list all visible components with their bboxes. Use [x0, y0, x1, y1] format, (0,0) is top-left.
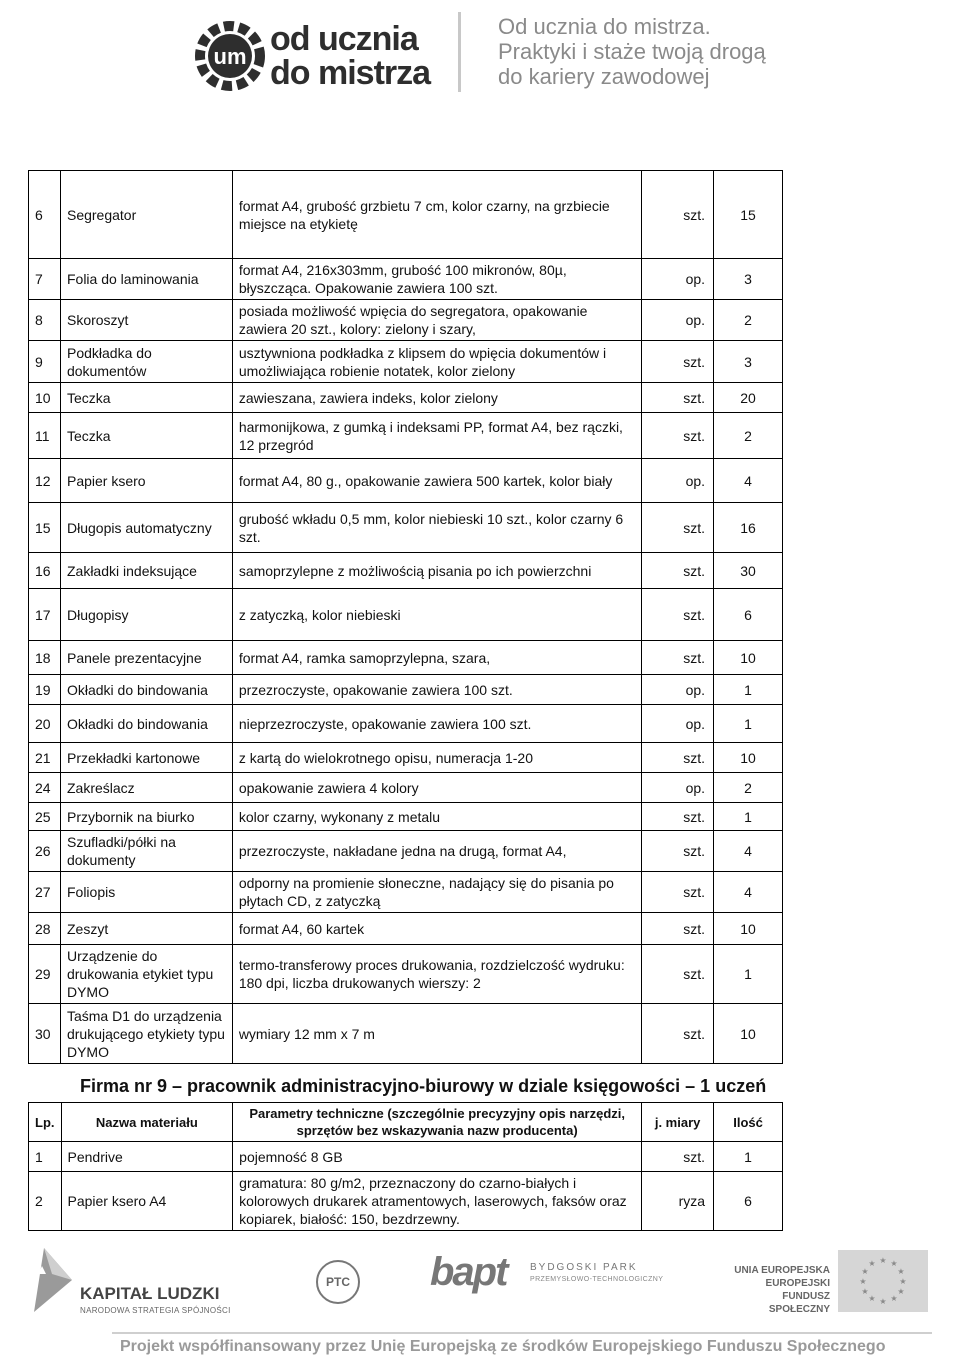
cell-params: format A4, 80 g., opakowanie zawiera 500 kartek, kolor biały: [232, 459, 641, 503]
cell-lp: 21: [29, 743, 61, 773]
cell-name: Podkładka do dokumentów: [60, 341, 232, 383]
table-row: [29, 553, 783, 589]
bpt-subtitle-2: PRZEMYSŁOWO-TECHNOLOGICZNY: [530, 1276, 664, 1283]
cell-qty: 4: [714, 872, 783, 913]
cell-qty: 2: [714, 773, 783, 803]
cell-params: usztywniona podkładka z klipsem do wpięcia dokumentów i umożliwiająca robienie notatek, kolor zielony: [232, 341, 641, 383]
cell-params: z zatyczką, kolor niebieski: [232, 589, 641, 641]
cell-qty: 1: [714, 1142, 783, 1172]
table-row: [29, 675, 783, 705]
cell-unit: szt.: [642, 743, 714, 773]
cell-unit: szt.: [642, 641, 714, 675]
cell-qty: 2: [714, 413, 783, 459]
table-row: [29, 459, 783, 503]
cell-params: nieprzezroczyste, opakowanie zawiera 100 szt.: [232, 705, 641, 743]
cell-lp: 24: [29, 773, 61, 803]
cell-unit: szt.: [642, 945, 714, 1004]
cell-unit: szt.: [642, 171, 714, 259]
cell-qty: 2: [714, 300, 783, 341]
cell-params: grubość wkładu 0,5 mm, kolor niebieski 10 szt., kolor czarny 6 szt.: [232, 503, 641, 553]
svg-text:★: ★: [859, 1277, 867, 1286]
cell-name: Długopis automatyczny: [60, 503, 232, 553]
cell-qty: 20: [714, 383, 783, 413]
cell-name: Papier ksero A4: [61, 1172, 233, 1231]
cell-qty: 3: [714, 341, 783, 383]
cell-qty: 15: [714, 171, 783, 259]
header-name: Nazwa materiału: [61, 1103, 233, 1142]
cell-name: Teczka: [60, 413, 232, 459]
table-row: [29, 773, 783, 803]
cell-lp: 16: [29, 553, 61, 589]
cell-unit: szt.: [642, 589, 714, 641]
cell-qty: 10: [714, 913, 783, 945]
table-row: [29, 641, 783, 675]
tagline: [498, 14, 766, 89]
table-row: [29, 913, 783, 945]
cell-lp: 30: [29, 1004, 61, 1064]
cell-qty: 10: [714, 743, 783, 773]
materials-table: [28, 170, 783, 1064]
svg-text:um: um: [213, 44, 247, 69]
header-lp: Lp.: [29, 1103, 62, 1142]
cell-params: z kartą do wielokrotnego opisu, numeracja 1-20: [232, 743, 641, 773]
cell-params: wymiary 12 mm x 7 m: [232, 1004, 641, 1064]
cell-name: Segregator: [60, 171, 232, 259]
cell-lp: 26: [29, 831, 61, 872]
table-header-row: [29, 1103, 783, 1142]
cell-name: Pendrive: [61, 1142, 233, 1172]
cell-name: Folia do laminowania: [60, 259, 232, 300]
cell-params: samoprzylepne z możliwością pisania po ich powierzchni: [232, 553, 641, 589]
cell-qty: 3: [714, 259, 783, 300]
cell-qty: 30: [714, 553, 783, 589]
cell-params: termo-transferowy proces drukowania, rozdzielczość wydruku: 180 dpi, liczba drukowanych wierszy: 2: [232, 945, 641, 1004]
cell-lp: 29: [29, 945, 61, 1004]
cell-lp: 19: [29, 675, 61, 705]
cell-qty: 10: [714, 1004, 783, 1064]
cell-lp: 28: [29, 913, 61, 945]
cell-unit: op.: [642, 705, 714, 743]
cell-lp: 1: [29, 1142, 62, 1172]
cell-unit: szt.: [642, 872, 714, 913]
kapital-ludzki-subtitle: NARODOWA STRATEGIA SPÓJNOŚCI: [80, 1306, 231, 1315]
cell-lp: 15: [29, 503, 61, 553]
header-qty: Ilość: [714, 1103, 783, 1142]
cell-params: harmonijkowa, z gumką i indeksami PP, format A4, bez rączki, 12 przegród: [232, 413, 641, 459]
table-row: [29, 300, 783, 341]
cell-lp: 12: [29, 459, 61, 503]
logo-wordmark: [270, 22, 430, 90]
logo-line-2: do mistrza: [270, 54, 431, 92]
svg-text:★: ★: [879, 1256, 887, 1265]
cell-name: Długopisy: [60, 589, 232, 641]
cell-lp: 6: [29, 171, 61, 259]
cell-name: Panele prezentacyjne: [60, 641, 232, 675]
cell-qty: 6: [714, 589, 783, 641]
svg-text:★: ★: [890, 1294, 898, 1303]
table-row: [29, 803, 783, 831]
svg-text:★: ★: [890, 1259, 898, 1268]
eu-line-2: EUROPEJSKI: [765, 1278, 830, 1289]
cell-unit: op.: [642, 773, 714, 803]
table-row: [29, 1142, 783, 1172]
cell-params: format A4, 60 kartek: [232, 913, 641, 945]
funding-note: Projekt współfinansowany przez Unię Europejską ze środków Europejskiego Funduszu Społecznego: [120, 1338, 886, 1355]
logo-line-1: od ucznia: [270, 20, 418, 58]
eu-line-3: FUNDUSZ SPOŁECZNY: [768, 1291, 830, 1315]
tagline-line-1: Od ucznia do mistrza.: [498, 14, 711, 39]
cell-lp: 11: [29, 413, 61, 459]
header-params: Parametry techniczne (szczególnie precyzyjny opis narzędzi, sprzętów bez wskazywania nazw producenta): [233, 1103, 642, 1142]
table-row: [29, 1172, 783, 1231]
cell-name: Zakreślacz: [60, 773, 232, 803]
cell-params: gramatura: 80 g/m2, przeznaczony do czarno-białych i kolorowych drukarek atramentowych, laserowych, faksów oraz kopiarek, białość: 150, bezdrzewny.: [233, 1172, 642, 1231]
table-row: [29, 503, 783, 553]
cell-unit: szt.: [642, 913, 714, 945]
cell-qty: 6: [714, 1172, 783, 1231]
cell-unit: szt.: [642, 553, 714, 589]
header-unit: j. miary: [642, 1103, 714, 1142]
svg-text:★: ★: [879, 1297, 887, 1306]
header: [0, 0, 960, 130]
cell-params: przezroczyste, opakowanie zawiera 100 szt.: [232, 675, 641, 705]
cell-lp: 20: [29, 705, 61, 743]
cell-name: Zakładki indeksujące: [60, 553, 232, 589]
kapital-ludzki-title: KAPITAŁ LUDZKI: [80, 1284, 220, 1303]
footer-divider: [112, 1332, 932, 1334]
cell-unit: ryza: [642, 1172, 714, 1231]
cell-qty: 1: [714, 675, 783, 705]
cell-lp: 25: [29, 803, 61, 831]
seal-logo: PTC: [316, 1260, 360, 1304]
cell-name: Papier ksero: [60, 459, 232, 503]
cell-unit: szt.: [642, 803, 714, 831]
cell-qty: 10: [714, 641, 783, 675]
cell-name: Zeszyt: [60, 913, 232, 945]
footer: [0, 1244, 960, 1362]
cell-name: Teczka: [60, 383, 232, 413]
cell-params: odporny na promienie słoneczne, nadający się do pisania po płytach CD, z zatyczką: [232, 872, 641, 913]
table-row: [29, 413, 783, 459]
materials-table-firm-9-body: [29, 1142, 783, 1231]
svg-text:★: ★: [861, 1287, 869, 1296]
cell-qty: 1: [714, 803, 783, 831]
section-title: Firma nr 9 – pracownik administracyjno-biurowy w dziale księgowości – 1 uczeń: [80, 1076, 767, 1096]
eu-text: [730, 1264, 830, 1316]
svg-text:★: ★: [897, 1267, 905, 1276]
cell-qty: 4: [714, 459, 783, 503]
cell-params: pojemność 8 GB: [233, 1142, 642, 1172]
cell-unit: szt.: [642, 1142, 714, 1172]
cell-params: format A4, 216x303mm, grubość 100 mikronów, 80µ, błyszcząca. Opakowanie zawiera 100 szt.: [232, 259, 641, 300]
cell-unit: szt.: [642, 503, 714, 553]
cell-qty: 4: [714, 831, 783, 872]
table-row: [29, 259, 783, 300]
table-row: [29, 1004, 783, 1064]
cell-unit: op.: [642, 675, 714, 705]
cell-unit: op.: [642, 300, 714, 341]
tagline-line-3: do kariery zawodowej: [498, 64, 710, 89]
cell-unit: szt.: [642, 1004, 714, 1064]
kapital-ludzki-flag-icon: [30, 1244, 74, 1314]
cell-name: Okładki do bindowania: [60, 705, 232, 743]
cell-qty: 1: [714, 945, 783, 1004]
cell-lp: 17: [29, 589, 61, 641]
table-row: [29, 831, 783, 872]
gear-logo-icon: [188, 14, 272, 98]
table-row: [29, 171, 783, 259]
cell-name: Taśma D1 do urządzenia drukującego etykiety typu DYMO: [60, 1004, 232, 1064]
cell-params: posiada możliwość wpięcia do segregatora, opakowanie zawiera 20 szt., kolory: zielony i szary,: [232, 300, 641, 341]
table-row: [29, 743, 783, 773]
cell-params: zawieszana, zawiera indeks, kolor zielony: [232, 383, 641, 413]
cell-name: Przekładki kartonowe: [60, 743, 232, 773]
cell-unit: szt.: [642, 831, 714, 872]
cell-params: opakowanie zawiera 4 kolory: [232, 773, 641, 803]
eu-line-1: UNIA EUROPEJSKA: [734, 1265, 830, 1276]
cell-qty: 1: [714, 705, 783, 743]
cell-unit: op.: [642, 259, 714, 300]
cell-name: Foliopis: [60, 872, 232, 913]
cell-name: Skoroszyt: [60, 300, 232, 341]
cell-lp: 27: [29, 872, 61, 913]
cell-lp: 7: [29, 259, 61, 300]
bpt-subtitle-1: BYDGOSKI PARK: [530, 1262, 638, 1273]
cell-lp: 2: [29, 1172, 62, 1231]
svg-text:★: ★: [899, 1277, 907, 1286]
table-row: [29, 705, 783, 743]
svg-text:★: ★: [868, 1259, 876, 1268]
tagline-line-2: Praktyki i staże twoją drogą: [498, 39, 766, 64]
cell-qty: 16: [714, 503, 783, 553]
table-row: [29, 341, 783, 383]
cell-params: format A4, grubość grzbietu 7 cm, kolor czarny, na grzbiecie miejsce na etykietę: [232, 171, 641, 259]
svg-text:★: ★: [868, 1294, 876, 1303]
svg-text:★: ★: [897, 1287, 905, 1296]
cell-lp: 9: [29, 341, 61, 383]
cell-unit: szt.: [642, 341, 714, 383]
table-row: [29, 945, 783, 1004]
header-divider: [458, 12, 461, 92]
cell-name: Urządzenie do drukowania etykiet typu DYMO: [60, 945, 232, 1004]
cell-unit: szt.: [642, 383, 714, 413]
cell-lp: 8: [29, 300, 61, 341]
bpt-logo: bapt: [430, 1250, 507, 1294]
cell-name: Przybornik na biurko: [60, 803, 232, 831]
cell-unit: op.: [642, 459, 714, 503]
cell-name: Szufladki/półki na dokumenty: [60, 831, 232, 872]
materials-table-firm-9: [28, 1102, 783, 1231]
cell-params: przezroczyste, nakładane jedna na drugą, format A4,: [232, 831, 641, 872]
table-row: [29, 589, 783, 641]
cell-lp: 18: [29, 641, 61, 675]
svg-text:★: ★: [861, 1267, 869, 1276]
materials-table-body: [29, 171, 783, 1064]
table-row: [29, 872, 783, 913]
cell-unit: szt.: [642, 413, 714, 459]
cell-params: kolor czarny, wykonany z metalu: [232, 803, 641, 831]
cell-params: format A4, ramka samoprzylepna, szara,: [232, 641, 641, 675]
table-row: [29, 383, 783, 413]
eu-flag-icon: [838, 1250, 928, 1312]
cell-lp: 10: [29, 383, 61, 413]
cell-name: Okładki do bindowania: [60, 675, 232, 705]
